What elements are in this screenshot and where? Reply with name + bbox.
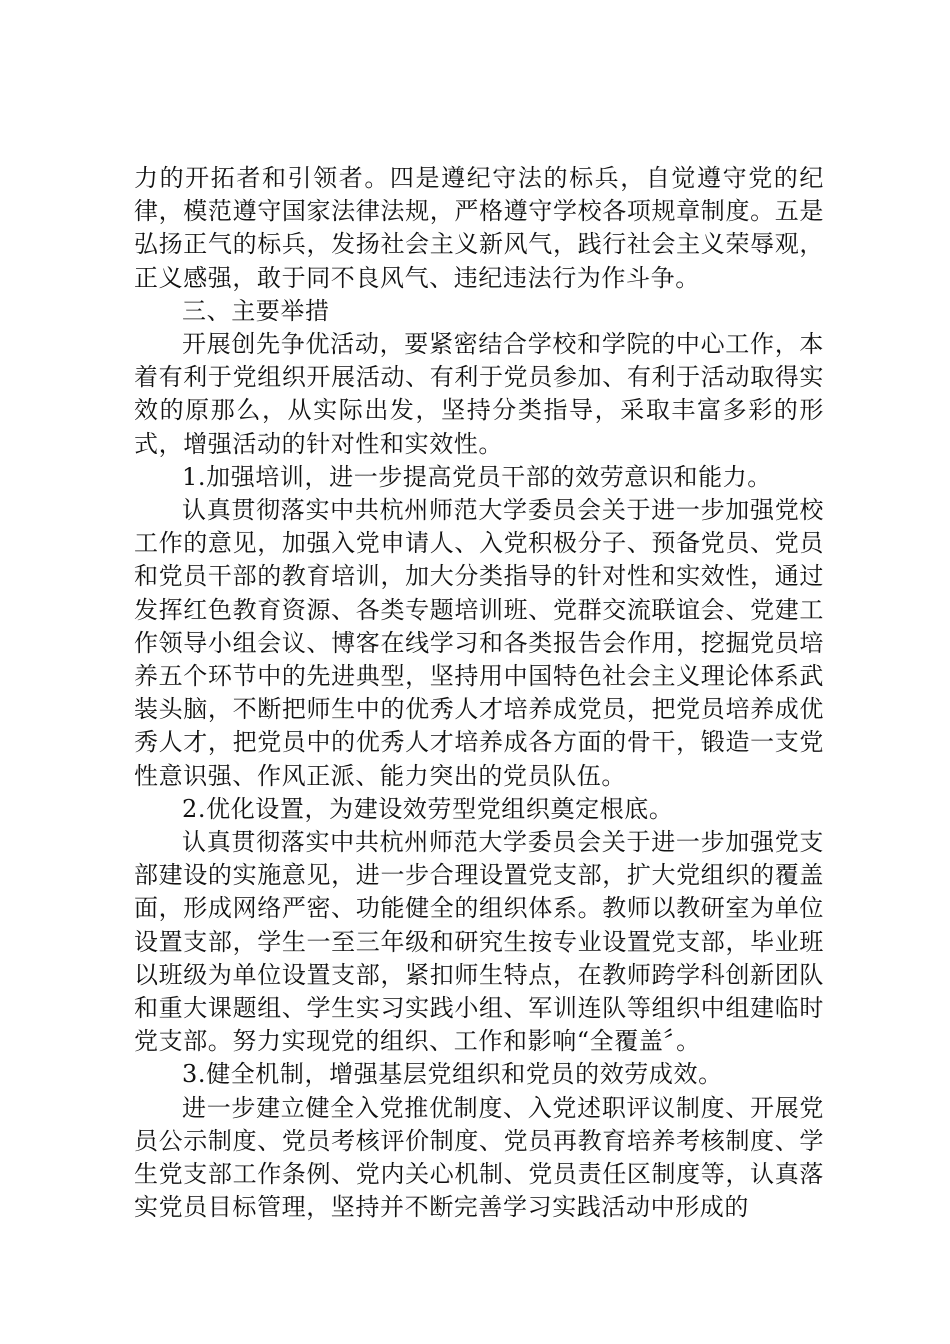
subheading-mechanism: 3.健全机制，增强基层党组织和党员的效劳成效。 — [182, 1060, 723, 1089]
subheading-training: 1.加强培训，进一步提高党员干部的效劳意识和能力。 — [182, 462, 772, 491]
paragraph-continuation: 力的开拓者和引领者。四是遵纪守法的标兵，自觉遵守党的纪律，模范遵守国家法律法规，严格遵守学校各项规章制度。五是弘扬正气的标兵，发扬社会主义新风气，践行社会主义荣辱观，正义感强，敢于同不良风气、违纪违法行为作斗争。 — [134, 164, 824, 292]
section-heading-main-measures: 三、主要举措 — [182, 296, 330, 325]
subheading-optimize-setup: 2.优化设置，为建设效劳型党组织奠定根底。 — [182, 794, 674, 823]
paragraph-mechanism: 进一步建立健全入党推优制度、入党述职评议制度、开展党员公示制度、党员考核评价制度、党员再教育培养考核制度、学生党支部工作条例、党内关心机制、党员责任区制度等，认真落实党员目标管理，坚持并不断完善学习实践活动中形成的 — [134, 1093, 824, 1222]
paragraph-training: 认真贯彻落实中共杭州师范大学委员会关于进一步加强党校工作的意见，加强入党申请人、入党积极分子、预备党员、党员和党员干部的教育培训，加大分类指导的针对性和实效性，通过发挥红色教育资源、各类专题培训班、党群交流联谊会、党建工作领导小组会议、博客在线学习和各类报告会作用，挖掘党员培养五个环节中的先进典型，坚持用中国特色社会主义理论体系武装头脑，不断把师生中的优秀人才培养成党员，把党员培养成优秀人才，把党员中的优秀人才培养成各方面的骨干，锻造一支党性意识强、作风正派、能力突出的党员队伍。 — [134, 496, 824, 790]
paragraph-optimize-setup: 认真贯彻落实中共杭州师范大学委员会关于进一步加强党支部建设的实施意见，进一步合理设置党支部，扩大党组织的覆盖面，形成网络严密、功能健全的组织体系。教师以教研室为单位设置支部，学生一至三年级和研究生按专业设置党支部，毕业班以班级为单位设置支部，紧扣师生特点，在教师跨学科创新团队和重大课题组、学生实习实践小组、军训连队等组织中组建临时党支部。努力实现党的组织、工作和影响“全覆盖〞。 — [134, 828, 824, 1056]
document-body — [134, 162, 824, 1225]
paragraph-intro: 开展创先争优活动，要紧密结合学校和学院的中心工作，本着有利于党组织开展活动、有利于党员参加、有利于活动取得实效的原那么，从实际出发，坚持分类指导，采取丰富多彩的形式，增强活动的针对性和实效性。 — [134, 330, 824, 458]
